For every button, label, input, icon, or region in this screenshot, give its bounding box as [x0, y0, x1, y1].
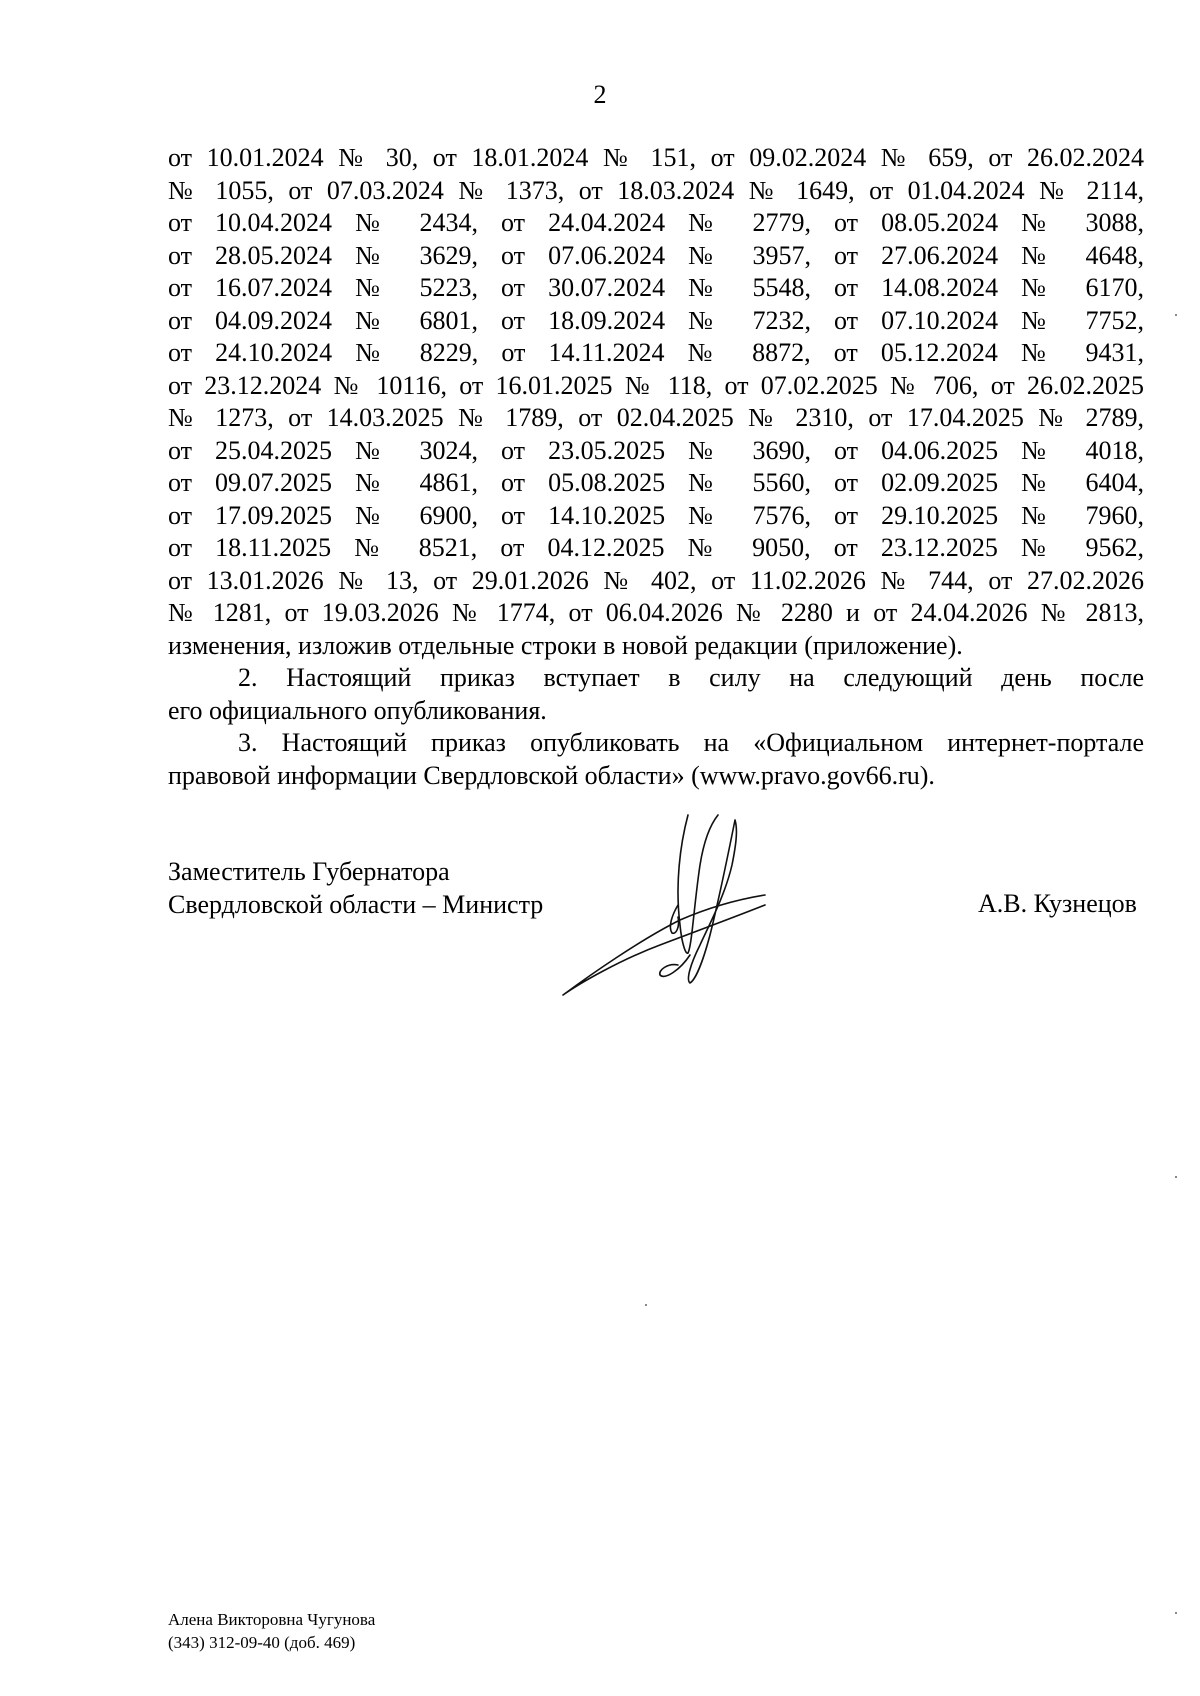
body-line: № 1055, от 07.03.2024 № 1373, от 18.03.2024 № 1649, от 01.04.2024 № 2114, — [168, 175, 1144, 205]
scan-speck — [1175, 314, 1177, 316]
paragraph-2-line-1: 2. Настоящий приказ вступает в силу на следующий день после — [238, 663, 1144, 692]
body-line: от 18.11.2025 № 8521, от 04.12.2025 № 9050, от 23.12.2025 № 9562, — [168, 533, 1144, 562]
page-number: 2 — [593, 80, 607, 109]
scan-speck — [1175, 1612, 1177, 1614]
executor-contact — [168, 1608, 375, 1654]
scan-speck — [1175, 1176, 1177, 1178]
body-line: от 25.04.2025 № 3024, от 23.05.2025 № 3690, от 04.06.2025 № 4018, — [168, 435, 1144, 465]
body-line: № 1273, от 14.03.2025 № 1789, от 02.04.2025 № 2310, от 17.04.2025 № 2789, — [168, 403, 1144, 432]
signatory-title — [168, 856, 543, 921]
scan-speck — [645, 1304, 647, 1306]
body-line: № 1281, от 19.03.2026 № 1774, от 06.04.2026 № 2280 и от 24.04.2026 № 2813, — [168, 598, 1144, 627]
body-line: от 10.04.2024 № 2434, от 24.04.2024 № 2779, от 08.05.2024 № 3088, — [168, 208, 1144, 237]
body-line: от 28.05.2024 № 3629, от 07.06.2024 № 3957, от 27.06.2024 № 4648, — [168, 240, 1144, 270]
handwritten-signature — [560, 805, 840, 1085]
signatory-title-line-1: Заместитель Губернатора — [168, 857, 450, 886]
body-line: от 09.07.2025 № 4861, от 05.08.2025 № 5560, от 02.09.2025 № 6404, — [168, 468, 1144, 497]
paragraph-3-line-1: 3. Настоящий приказ опубликовать на «Официальном интернет-портале — [238, 728, 1144, 757]
body-line: от 04.09.2024 № 6801, от 18.09.2024 № 7232, от 07.10.2024 № 7752, — [168, 305, 1144, 335]
document-body — [168, 142, 1144, 792]
contact-phone: (343) 312-09-40 (доб. 469) — [168, 1633, 356, 1652]
paragraph-3-line-2: правовой информации Свердловской области» (www.pravo.gov66.ru). — [168, 760, 935, 790]
body-line: от 17.09.2025 № 6900, от 14.10.2025 № 7576, от 29.10.2025 № 7960, — [168, 500, 1144, 530]
contact-name: Алена Викторовна Чугунова — [168, 1610, 376, 1629]
body-line: от 23.12.2024 № 10116, от 16.01.2025 № 118, от 07.02.2025 № 706, от 26.02.2025 — [168, 370, 1144, 400]
signatory-title-line-2: Свердловской области – Министр — [168, 889, 544, 919]
body-line: изменения, изложив отдельные строки в новой редакции (приложение). — [168, 630, 963, 660]
paragraph-2-line-2: его официального опубликования. — [168, 695, 547, 725]
body-line: от 24.10.2024 № 8229, от 14.11.2024 № 8872, от 05.12.2024 № 9431, — [168, 338, 1144, 367]
body-line: от 13.01.2026 № 13, от 29.01.2026 № 402, от 11.02.2026 № 744, от 27.02.2026 — [168, 565, 1144, 595]
body-line: от 10.01.2024 № 30, от 18.01.2024 № 151, от 09.02.2024 № 659, от 26.02.2024 — [168, 143, 1144, 172]
signatory-name: А.В. Кузнецов — [978, 889, 1137, 918]
body-line: от 16.07.2024 № 5223, от 30.07.2024 № 5548, от 14.08.2024 № 6170, — [168, 273, 1144, 302]
